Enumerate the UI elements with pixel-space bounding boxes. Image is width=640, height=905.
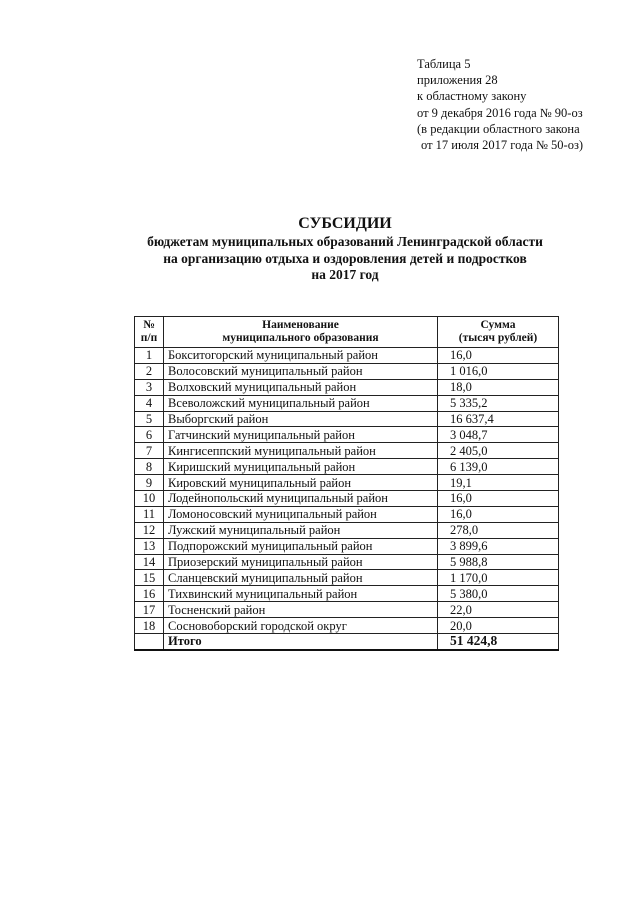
table-row xyxy=(135,554,559,570)
document-header xyxy=(417,56,637,153)
table-row xyxy=(135,348,559,364)
row-name: Лужский муниципальный район xyxy=(164,522,438,538)
header-line-revision: (в редакции областного закона xyxy=(417,121,580,136)
row-num: 11 xyxy=(135,506,164,522)
row-name: Бокситогорский муниципальный район xyxy=(164,348,438,364)
header-sum xyxy=(438,317,559,348)
row-num: 7 xyxy=(135,443,164,459)
header-num xyxy=(135,317,164,348)
row-name: Выборгский район xyxy=(164,411,438,427)
total-label: Итого xyxy=(164,634,438,650)
row-name: Кировский муниципальный район xyxy=(164,475,438,491)
row-name: Всеволожский муниципальный район xyxy=(164,395,438,411)
row-name: Гатчинский муниципальный район xyxy=(164,427,438,443)
header-line-table-number: Таблица 5 xyxy=(417,57,471,71)
header-num-line2: п/п xyxy=(140,332,158,344)
row-name: Лодейнопольский муниципальный район xyxy=(164,491,438,507)
table-row xyxy=(135,475,559,491)
table-row xyxy=(135,411,559,427)
row-num: 4 xyxy=(135,395,164,411)
title-line-3: на 2017 год xyxy=(311,267,379,282)
header-sum-line1: Сумма xyxy=(480,318,516,331)
header-line-law: к областному закону xyxy=(417,89,527,104)
row-num: 8 xyxy=(135,459,164,475)
row-name: Подпорожский муниципальный район xyxy=(164,538,438,554)
row-sum: 1 016,0 xyxy=(438,363,559,379)
header-num-line1: № xyxy=(143,318,155,331)
header-line-law-date: от 9 декабря 2016 года № 90-оз xyxy=(417,105,583,120)
table-row xyxy=(135,506,559,522)
row-sum: 3 899,6 xyxy=(438,538,559,554)
table-row xyxy=(135,586,559,602)
table-row xyxy=(135,538,559,554)
table-row xyxy=(135,443,559,459)
row-name: Киришский муниципальный район xyxy=(164,459,438,475)
row-sum: 5 988,8 xyxy=(438,554,559,570)
row-num: 2 xyxy=(135,363,164,379)
header-sum-line2: (тысяч рублей) xyxy=(458,332,538,344)
row-sum: 16,0 xyxy=(438,491,559,507)
row-name: Тихвинский муниципальный район xyxy=(164,586,438,602)
table-row xyxy=(135,618,559,634)
row-name: Кингисеппский муниципальный район xyxy=(164,443,438,459)
document-title xyxy=(0,214,640,284)
row-num: 3 xyxy=(135,379,164,395)
row-name: Сланцевский муниципальный район xyxy=(164,570,438,586)
row-num: 12 xyxy=(135,522,164,538)
row-name: Волосовский муниципальный район xyxy=(164,363,438,379)
row-name: Ломоносовский муниципальный район xyxy=(164,506,438,522)
row-sum: 2 405,0 xyxy=(438,443,559,459)
row-name: Приозерский муниципальный район xyxy=(164,554,438,570)
row-sum: 22,0 xyxy=(438,602,559,618)
row-sum: 16 637,4 xyxy=(438,411,559,427)
row-sum: 3 048,7 xyxy=(438,427,559,443)
row-sum: 6 139,0 xyxy=(438,459,559,475)
row-sum: 20,0 xyxy=(438,618,559,634)
row-num: 17 xyxy=(135,602,164,618)
table-row xyxy=(135,602,559,618)
subsidies-table xyxy=(134,316,559,651)
table-row xyxy=(135,491,559,507)
row-num: 6 xyxy=(135,427,164,443)
title-line-2: на организацию отдыха и оздоровления детей и подростков xyxy=(163,250,527,266)
row-num: 5 xyxy=(135,411,164,427)
table-row xyxy=(135,459,559,475)
row-num: 18 xyxy=(135,618,164,634)
header-name xyxy=(164,317,438,348)
title-line-1: бюджетам муниципальных образований Ленинградской области xyxy=(147,234,543,249)
row-sum: 16,0 xyxy=(438,506,559,522)
total-num-cell xyxy=(135,634,164,650)
row-sum: 5 335,2 xyxy=(438,395,559,411)
table-row xyxy=(135,522,559,538)
row-sum: 5 380,0 xyxy=(438,586,559,602)
row-sum: 278,0 xyxy=(438,522,559,538)
total-sum: 51 424,8 xyxy=(438,634,559,650)
header-line-revision-date: от 17 июля 2017 года № 50-оз) xyxy=(421,138,584,153)
table-row xyxy=(135,379,559,395)
table-row xyxy=(135,395,559,411)
header-name-line1: Наименование xyxy=(262,318,339,331)
row-name: Волховский муниципальный район xyxy=(164,379,438,395)
row-sum: 16,0 xyxy=(438,348,559,364)
row-num: 15 xyxy=(135,570,164,586)
row-num: 1 xyxy=(135,348,164,364)
row-num: 9 xyxy=(135,475,164,491)
row-name: Тосненский район xyxy=(164,602,438,618)
title-main: СУБСИДИИ xyxy=(298,215,392,232)
table-total-row xyxy=(135,634,559,650)
table-row xyxy=(135,427,559,443)
row-num: 14 xyxy=(135,554,164,570)
table-row xyxy=(135,570,559,586)
header-line-appendix: приложения 28 xyxy=(417,73,498,88)
row-num: 16 xyxy=(135,586,164,602)
row-sum: 19,1 xyxy=(438,475,559,491)
header-name-line2: муниципального образования xyxy=(222,332,379,344)
table-header-row xyxy=(135,317,559,348)
row-name: Сосновоборский городской округ xyxy=(164,618,438,634)
row-sum: 1 170,0 xyxy=(438,570,559,586)
row-num: 10 xyxy=(135,491,164,507)
row-sum: 18,0 xyxy=(438,379,559,395)
row-num: 13 xyxy=(135,538,164,554)
table-row xyxy=(135,363,559,379)
